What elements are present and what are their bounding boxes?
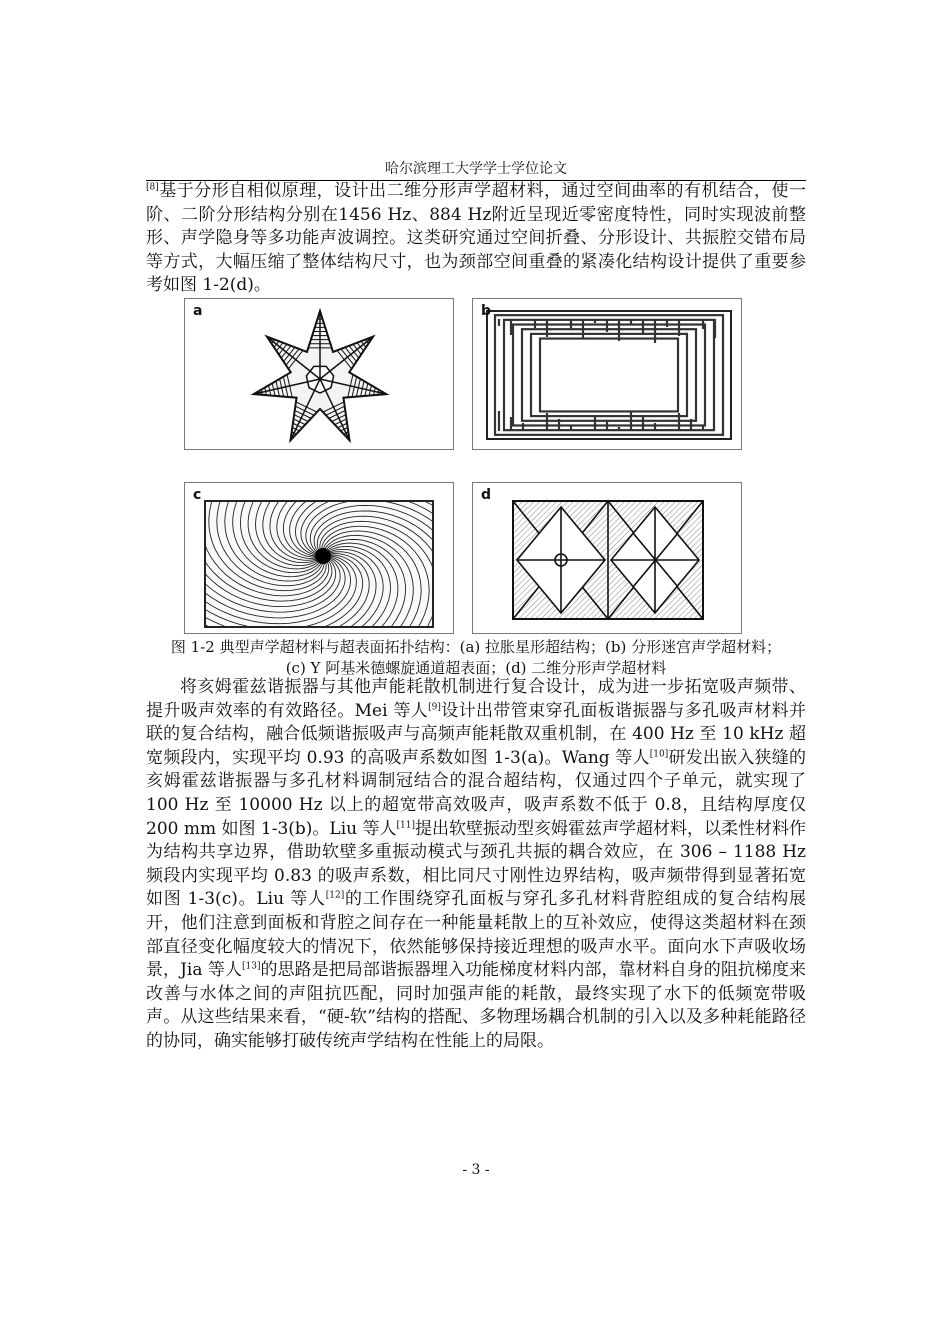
caption-line-2: (c) Y 阿基米德螺旋通道超表面；(d) 二维分形声学超材料 (285, 659, 667, 677)
p2-text-4: 提出软壁振动型亥姆霍兹声学超材料，以柔性材料作为结构共享边界，借助软壁多重振动模式与颈孔共振的耦合效应，在 306 – 1188 Hz 频段内实现平均 0.83 的吸声系数，相比同尺寸刚性边界结构，吸声频带得到显著拓宽如图 1-3(c)。Liu 等人 (146, 818, 806, 910)
citation-10[interactable]: [10] (649, 749, 669, 760)
figure-caption (146, 637, 806, 679)
citation-8[interactable]: [8] (146, 182, 159, 193)
panel-a-label: a (193, 303, 203, 319)
figure-1-2 (184, 298, 754, 634)
p2-text-1: 将亥姆霍兹谐振器与其他声能耗散机制进行复合设计，成为进一步拓宽吸声频带、提升吸声效率的有效路径。Mei 等人 (146, 677, 806, 721)
panel-a (184, 298, 454, 450)
paragraph-1-text: 基于分形自相似原理，设计出二维分形声学超材料，通过空间曲率的有机结合，使一阶、二阶分形结构分别在1456 Hz、884 Hz附近呈现近零密度特性，同时实现波前整形、声学隐身等多功能声波调控。这类研究通过空间折叠、分形设计、共振腔交错布局等方式，大幅压缩了整体结构尺寸，也为颈部空间重叠的紧凑化结构设计提供了重要参考如图 1-2(d)。 (146, 181, 806, 296)
panel-b (472, 298, 742, 450)
page-number: - 3 - (462, 1162, 490, 1178)
panel-d-label: d (481, 487, 492, 503)
citation-12[interactable]: [12] (325, 890, 345, 901)
fractal-maze-image (473, 299, 743, 451)
citation-9[interactable]: [9] (428, 701, 441, 712)
panel-d (472, 482, 742, 634)
fractal-2d-image (473, 483, 743, 635)
paragraph-1 (146, 180, 806, 298)
paragraph-2 (146, 676, 806, 1054)
caption-line-1: 图 1-2 典型声学超材料与超表面拓扑结构：(a) 拉胀星形超结构；(b) 分形迷宫声学超材料； (170, 638, 782, 656)
p2-text-2: 设计出带管束穿孔面板谐振器与多孔吸声材料并联的复合结构，融合低频谐振吸声与高频声能耗散双重机制，在 400 Hz 至 10 kHz 超宽频段内，实现平均 0.93 的高吸声系数如图 1-3(a)。Wang 等人 (146, 700, 807, 768)
page-header: 哈尔滨理工大学学士学位论文 (146, 160, 806, 181)
spiral-channel-image (185, 483, 455, 635)
panel-b-label: b (481, 303, 492, 319)
auxetic-star-image (185, 299, 455, 451)
citation-13[interactable]: [13] (242, 961, 261, 972)
citation-11[interactable]: [11] (396, 819, 415, 830)
p2-text-3: 研发出嵌入狭缝的亥姆霍兹谐振器与多孔材料调制冠结合的混合超结构，仅通过四个子单元，就实现了 100 Hz 至 10000 Hz 以上的超宽带高效吸声，吸声系数不低于 0.8，且结构厚度仅 200 mm 如图 1-3(b)。Liu 等人 (146, 747, 806, 839)
panel-c (184, 482, 454, 634)
panel-c-label: c (193, 487, 202, 503)
p2-text-6: 的思路是把局部谐振器埋入功能梯度材料内部，靠材料自身的阻抗梯度来改善与水体之间的声阻抗匹配，同时加强声能的耗散，最终实现了水下的低频宽带吸声。从这些结果来看，“硬-软”结构的搭配、多物理场耦合机制的引入以及多种耗能路径的协同，确实能够打破传统声学结构在性能上的局限。 (146, 960, 807, 1051)
p2-text-5: 的工作围绕穿孔面板与穿孔多孔材料背腔组成的复合结构展开，他们注意到面板和背腔之间存在一种能量耗散上的互补效应，使得这类超材料在颈部直径变化幅度较大的情况下，依然能够保持接近理想的吸声水平。面向水下声吸收场景，Jia 等人 (146, 889, 806, 981)
